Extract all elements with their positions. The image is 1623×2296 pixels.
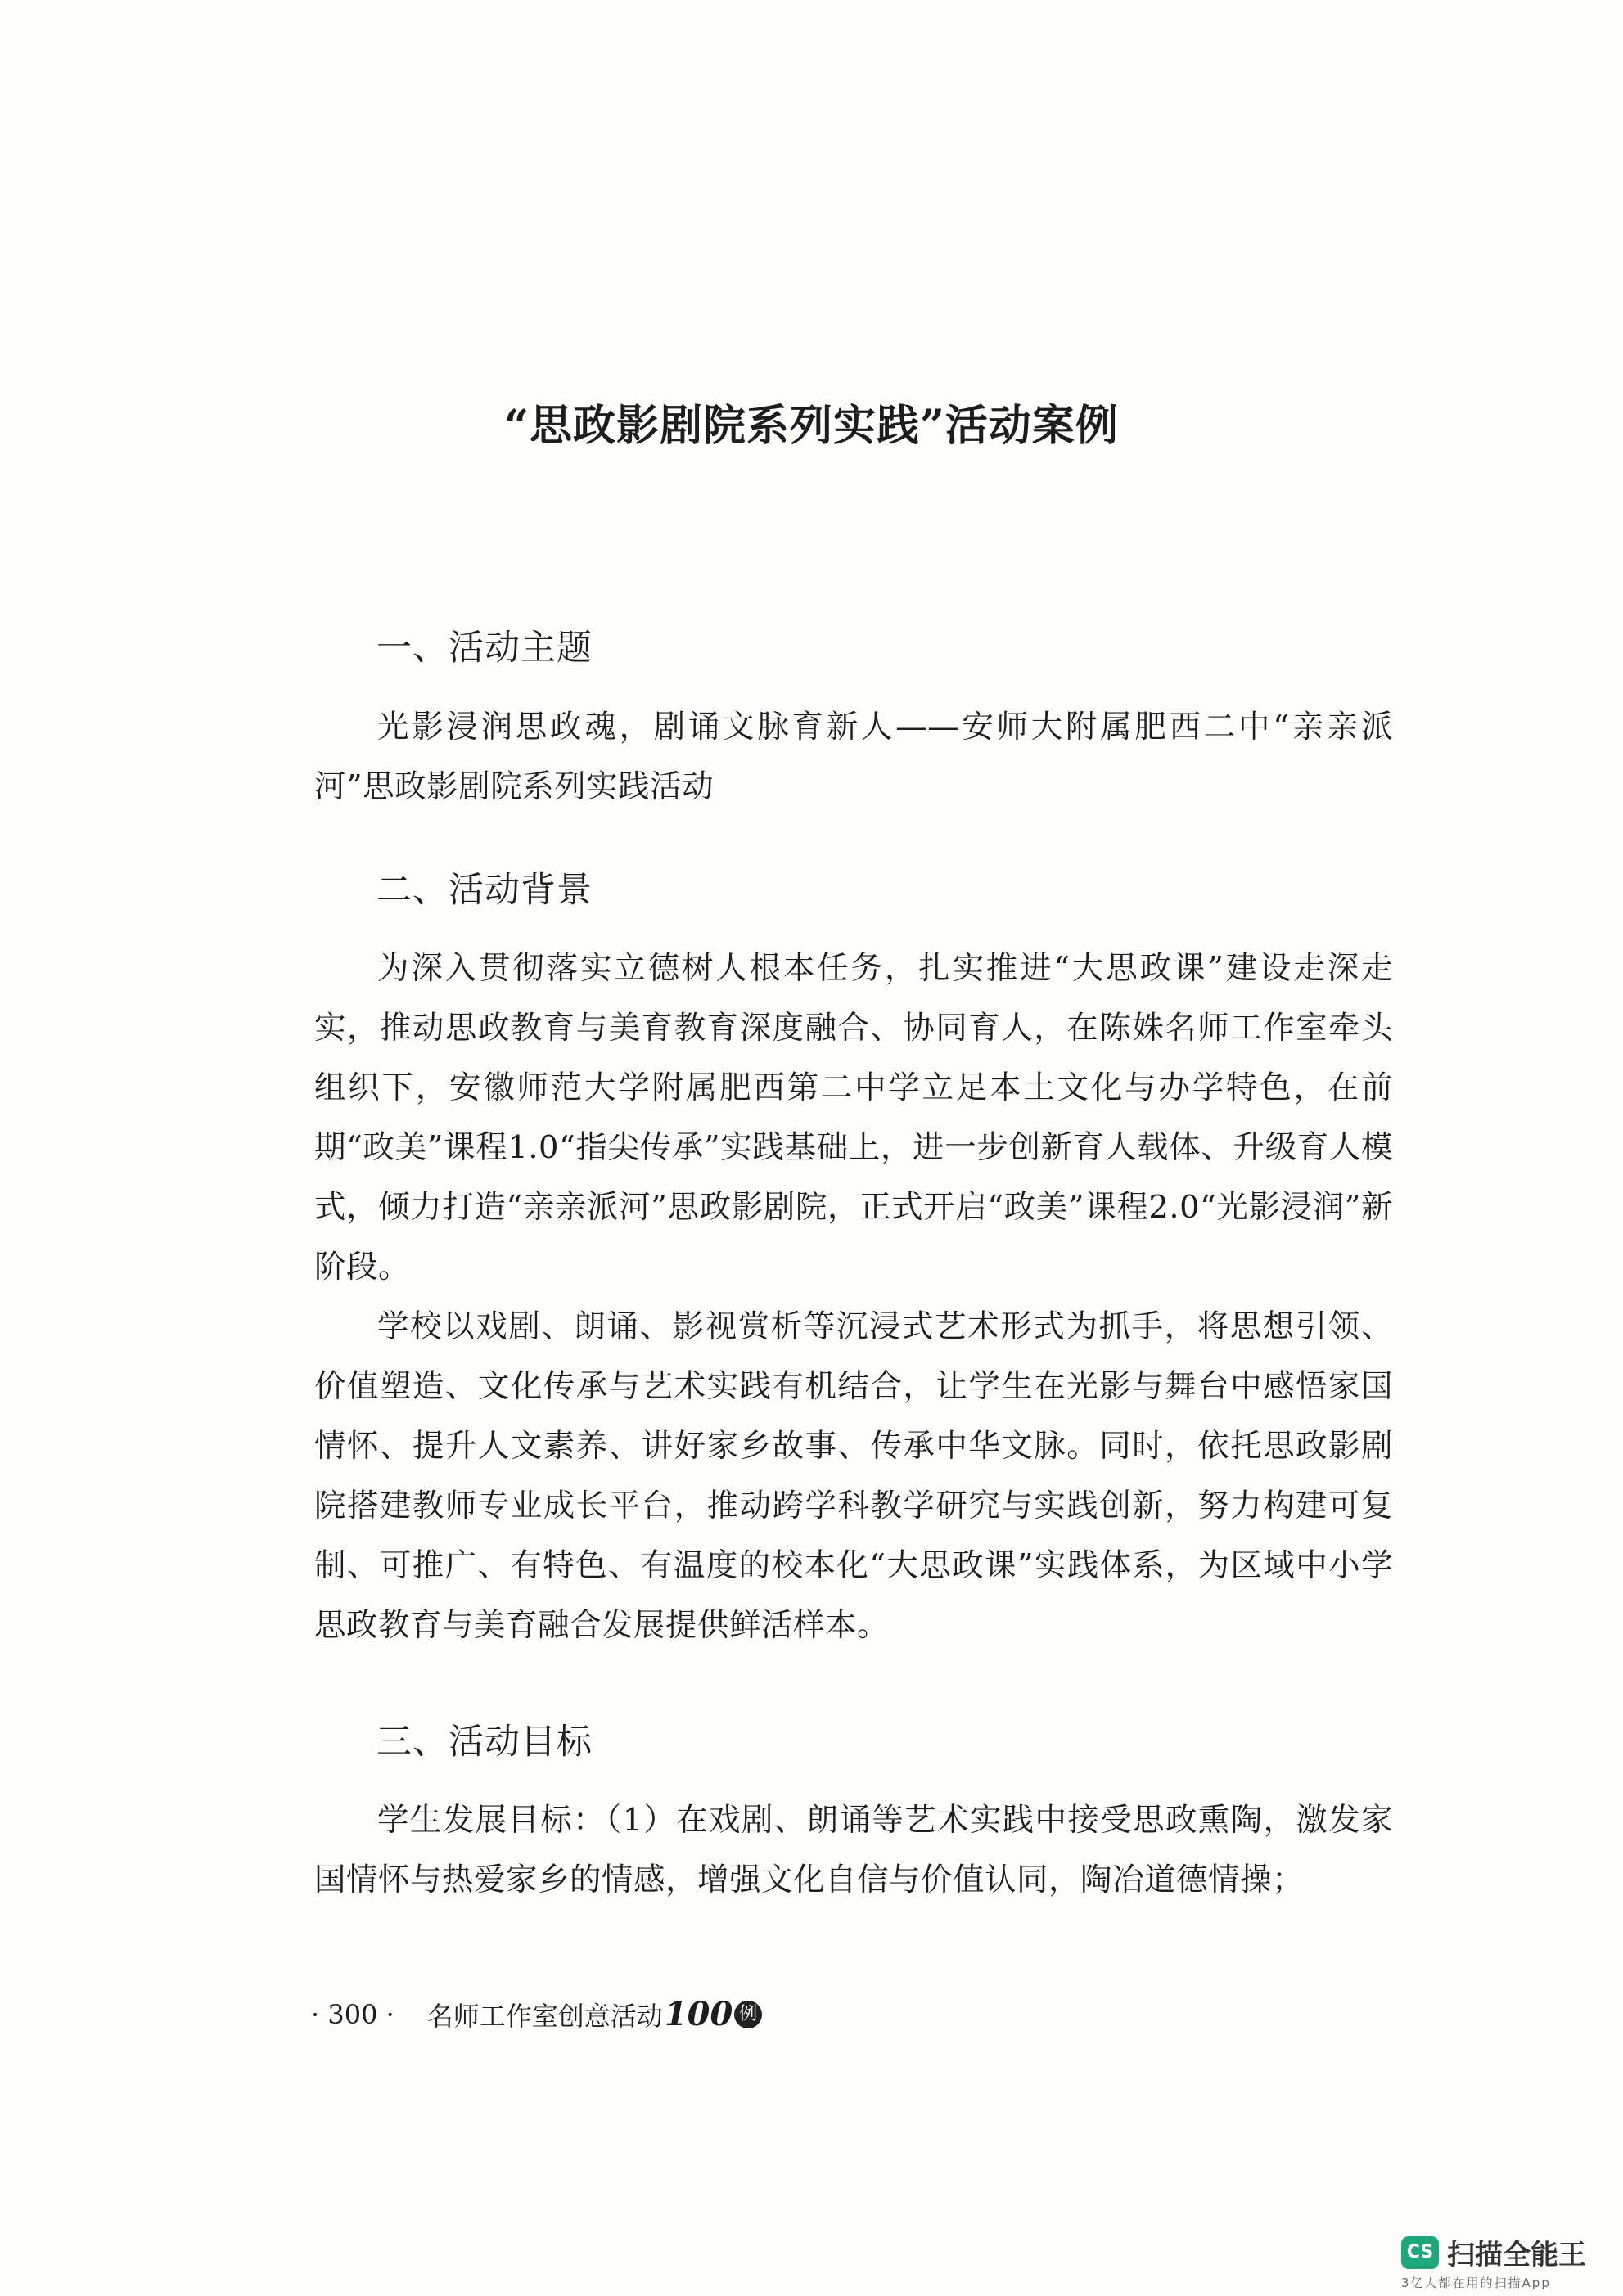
paragraph-goals-1: 学生发展目标：（1）在戏剧、朗诵等艺术实践中接受思政熏陶，激发家国情怀与热爱家乡的情感，增强文化自信与价值认同，陶冶道德情操； <box>314 1802 1393 1898</box>
watermark-brand <box>1401 2232 1586 2272</box>
paragraph-background-2: 学校以戏剧、朗诵、影视赏析等沉浸式艺术形式为抓手，将思想引领、价值塑造、文化传承与艺术实践有机结合，让学生在光影与舞台中感悟家国情怀、提升人文素养、讲好家乡故事、传承中华文脉。同时，依托思政影剧院搭建教师专业成长平台，推动跨学科教学研究与实践创新，努力构建可复制、可推广、有特色、有温度的校本化“大思政课”实践体系，为区域中小学思政教育与美育融合发展提供鲜活样本。 <box>314 1308 1393 1644</box>
paragraph-background-1: 为深入贯彻落实立德树人根本任务，扎实推进“大思政课”建设走深走实，推动思政教育与美育教育深度融合、协同育人，在陈姝名师工作室牵头组织下，安徽师范大学附属肥西第二中学立足本土文化与办学特色，在前期“政美”课程1.0“指尖传承”实践基础上，进一步创新育人载体、升级育人模式，倾力打造“亲亲派河”思政影剧院，正式开启“政美”课程2.0“光影浸润”新阶段。 <box>314 950 1393 1285</box>
section-heading-background: 二、活动背景 <box>376 870 593 911</box>
page-footer <box>311 1995 762 2033</box>
paragraph-theme: 光影浸润思政魂，剧诵文脉育新人——安师大附属肥西二中“亲亲派河”思政影剧院系列实践活动 <box>314 709 1393 805</box>
book-title: 名师工作室创意活动 <box>426 2000 663 2032</box>
section-heading-goals: 三、活动目标 <box>376 1722 593 1763</box>
scanner-watermark <box>1401 2232 1586 2291</box>
camscanner-logo-icon: CS <box>1401 2236 1439 2269</box>
section-heading-theme: 一、活动主题 <box>376 628 593 669</box>
watermark-tagline: 3亿人都在用的扫描App <box>1401 2276 1551 2290</box>
book-title-number: 100 <box>664 1995 733 2033</box>
watermark-app-name: 扫描全能王 <box>1447 2239 1586 2271</box>
page-number: · 300 · <box>311 1998 394 2030</box>
document-title: “思政影剧院系列实践”活动案例 <box>504 401 1119 451</box>
book-title-suffix-badge: 例 <box>734 2001 762 2028</box>
